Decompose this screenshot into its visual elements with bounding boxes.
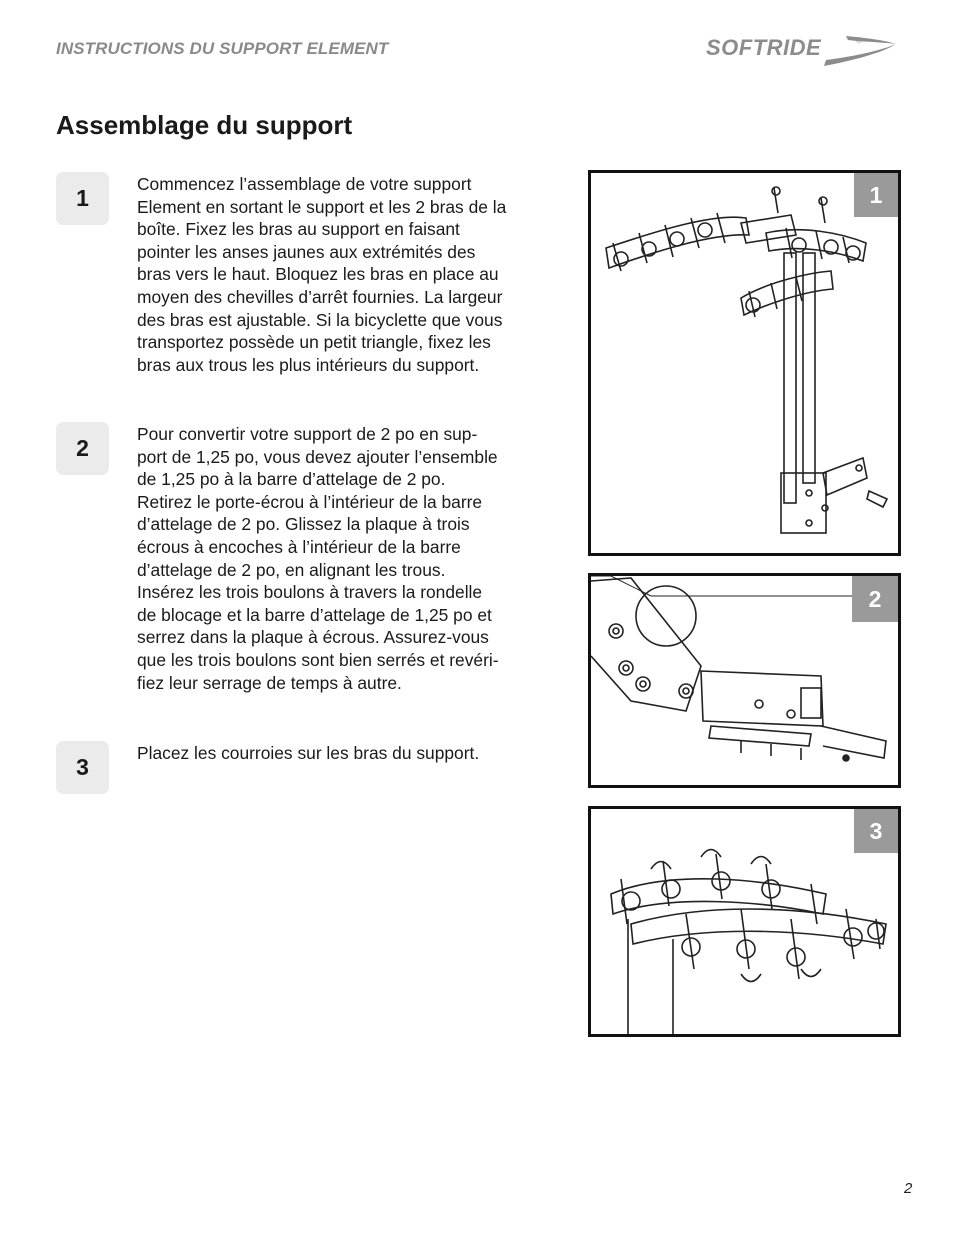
strap-arms-icon: [591, 809, 898, 1034]
figure-1-badge: 1: [854, 173, 898, 217]
page-number: 2: [904, 1180, 913, 1197]
step-1-text: Commencez l’assemblage de votre support Element en sortant le support et les 2 bras de la boîte. Fixez les bras au support en faisant pointer les anses jaunes aux extrémités des bras vers le haut. Bloquez les bras en place au moyen des chevilles d’arrêt fournies. La largeur des bras est ajustable. Si la bicyclette que vous transportez possède un petit triangle, fixez les bras aux trous les plus intérieurs du support.: [137, 174, 507, 375]
figure-1: [588, 170, 901, 556]
step-2-text: Pour convertir votre support de 2 po en sup- port de 1,25 po, vous devez ajouter l’ensemble de 1,25 po à la barre d’attelage de 2 po. Retirez le porte-écrou à l’intérieur de la barre d’attelage de 2 po. Glissez la plaque à trois écrous à encoches à l’intérieur de la barre d’attelage de 2 po, en alignant les trous. Insérez les trois boulons à travers la rondelle de blocage et la barre d’attelage de 1,25 po et serrez dans la plaque à écrous. Assurez-vous que les trois boulons sont bien serrés et revéri- fiez leur serrage de temps à autre.: [137, 424, 499, 693]
document-header-title: INSTRUCTIONS DU SUPPORT ELEMENT: [56, 39, 389, 58]
step-2-badge: 2: [56, 422, 109, 475]
rack-assembly-icon: [591, 173, 898, 553]
figure-2-badge: 2: [852, 576, 898, 622]
step-1-badge: 1: [56, 172, 109, 225]
logo-registered-mark: ®: [856, 36, 862, 45]
softride-logo: [706, 30, 898, 72]
figure-3: [588, 806, 901, 1037]
step-3-text: Placez les courroies sur les bras du support.: [137, 743, 480, 763]
step-3-badge: 3: [56, 741, 109, 794]
figure-2: [588, 573, 901, 788]
logo-text: SOFTRIDE: [706, 35, 822, 60]
page-title: Assemblage du support: [56, 110, 353, 140]
figure-3-badge: 3: [854, 809, 898, 853]
